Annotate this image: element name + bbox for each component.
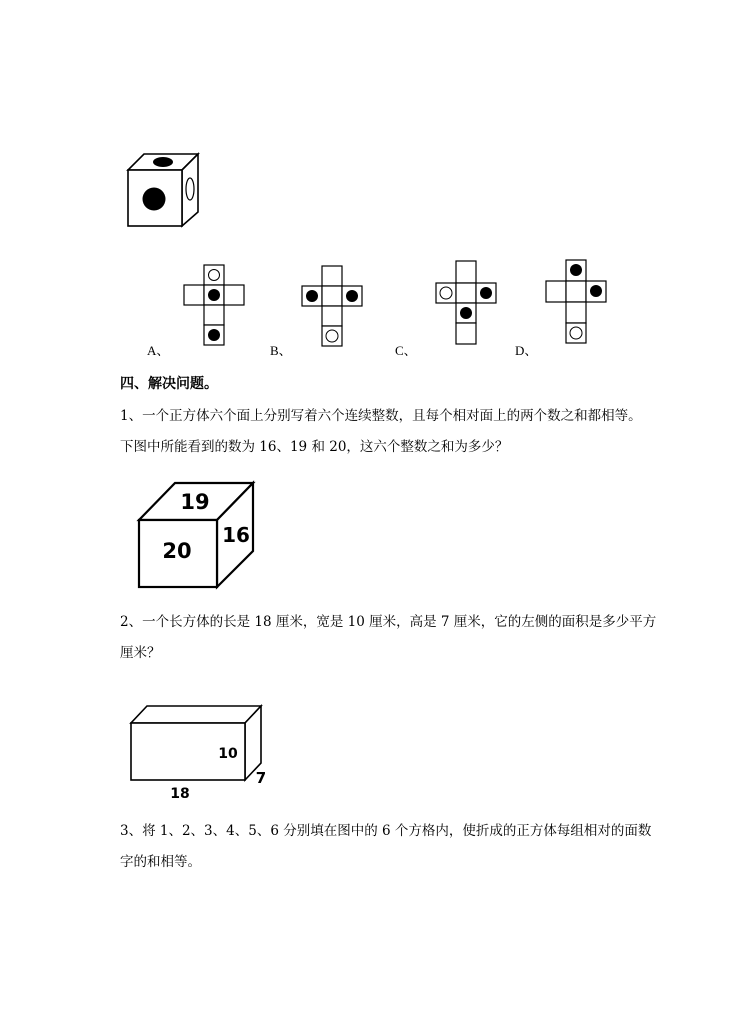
option-b-net bbox=[300, 265, 364, 349]
problem-3-line-1: 3、将 1、2、3、4、5、6 分别填在图中的 6 个方格内，使折成的正方体每组相对的面数 bbox=[120, 823, 652, 839]
option-a-label[interactable]: A、 bbox=[147, 343, 170, 358]
option-a-net bbox=[182, 264, 246, 348]
cuboid-length-label: 18 bbox=[170, 786, 190, 802]
cuboid-height-label: 7 bbox=[255, 769, 267, 787]
top-dot-icon bbox=[153, 157, 173, 167]
dot-cube-figure bbox=[120, 150, 210, 232]
section-title: 四、解决问题。 bbox=[120, 376, 218, 392]
problem-1-line-1: 1、一个正方体六个面上分别写着六个连续整数，且每个相对面上的两个数之和都相等。 bbox=[120, 408, 642, 424]
problem-2-line-2: 厘米？ bbox=[120, 645, 161, 661]
cube-top-number: 19 bbox=[180, 490, 210, 514]
option-d-net bbox=[544, 259, 608, 345]
front-dot-icon bbox=[143, 188, 166, 211]
cube-side-number: 16 bbox=[222, 523, 250, 547]
option-b-label[interactable]: B、 bbox=[270, 343, 292, 358]
problem-2-line-1: 2、一个长方体的长是 18 厘米，宽是 10 厘米，高是 7 厘米，它的左侧的面积是多少平方 bbox=[120, 614, 657, 630]
side-circle-icon bbox=[186, 178, 194, 200]
problem-3-line-2: 字的和相等。 bbox=[120, 854, 201, 870]
option-d-label[interactable]: D、 bbox=[515, 343, 538, 358]
problem-1-line-2: 下图中所能看到的数为 16、19 和 20，这六个整数之和为多少？ bbox=[120, 439, 509, 455]
cuboid-width-label: 10 bbox=[218, 746, 238, 762]
numbered-cube-figure bbox=[136, 480, 261, 592]
option-c-net bbox=[434, 260, 498, 346]
cube-front-number: 20 bbox=[162, 539, 192, 563]
option-c-label[interactable]: C、 bbox=[395, 343, 417, 358]
cuboid-figure bbox=[126, 702, 271, 804]
